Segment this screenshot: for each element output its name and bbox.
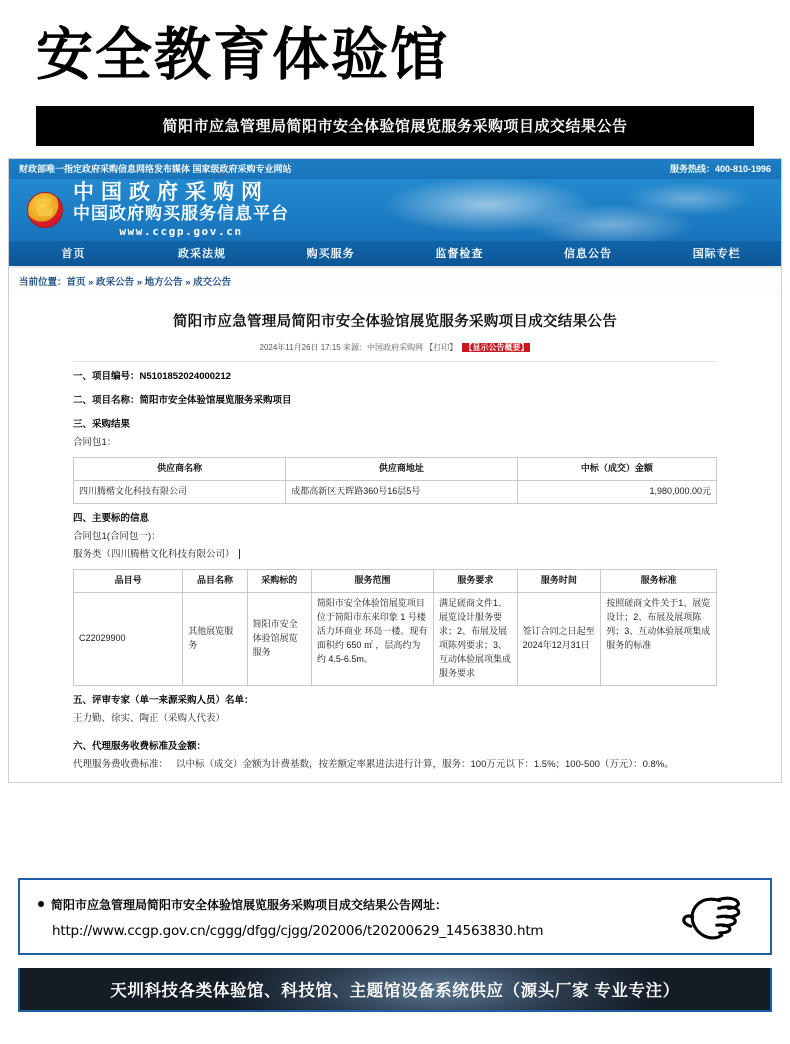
col-service-time: 服务时间: [517, 570, 601, 593]
breadcrumb[interactable]: 当前位置：首页 » 政采公告 » 地方公告 » 成交公告: [9, 268, 781, 294]
url-caption: [38, 896, 752, 913]
nav-item-regulations[interactable]: 政采法规: [178, 248, 226, 261]
topbar-hotline: 服务热线：400-810-1996: [669, 164, 771, 175]
cell-service-standard: 按照磋商文件关于1、展览设计；2、布展及展项陈列；3、互动体验展项集成服务的标准: [601, 592, 717, 685]
agency-fee-row: [73, 756, 717, 774]
article-meta: [27, 342, 763, 353]
section-1-label: 一、项目编号：: [73, 370, 140, 382]
article-date: 2024年11月26日 17:15: [259, 342, 341, 352]
col-service-standard: 服务标准: [601, 570, 717, 593]
hero-section: [0, 0, 790, 146]
nav-item-announcements[interactable]: 信息公告: [564, 248, 613, 261]
contract-package-1: 合同包1：: [73, 436, 117, 448]
table-row: [74, 480, 717, 503]
nav-item-supervision[interactable]: 监督检查: [435, 248, 484, 261]
cell-service-time: 签订合同之日起至2024年12月31日: [517, 592, 601, 685]
site-nav: [9, 241, 781, 268]
nav-item-home[interactable]: 首页: [61, 248, 86, 261]
site-header: [9, 179, 781, 241]
pointing-hand-icon: [680, 888, 742, 946]
table-header-row: [74, 458, 717, 481]
agency-fee-label: 代理服务费收费标准：: [73, 758, 169, 770]
government-site-screenshot: [8, 158, 782, 783]
cell-item-name: 其他展览服务: [183, 592, 247, 685]
cell-service-scope: 简阳市安全体验馆展览项目位于简阳市东来印象 1 号楼活力环商业 环岛一楼。现有面积约 650 ㎡ ，层高约为约 4.5-6.5m。: [311, 592, 433, 685]
text-caret: [239, 549, 240, 559]
col-procurement-target: 采购标的: [247, 570, 311, 593]
cell-award-amount: 1,980,000.00元: [517, 480, 716, 503]
announcement-article: [9, 294, 781, 782]
col-award-amount: 中标（成交）金额: [517, 458, 716, 481]
announcement-url[interactable]: http://www.ccgp.gov.cn/cggg/dfgg/cjgg/202006/t20200629_14563830.htm: [52, 923, 544, 939]
article-title: 简阳市应急管理局简阳市安全体验馆展览服务采购项目成交结果公告: [173, 313, 617, 330]
col-supplier-name: 供应商名称: [74, 458, 286, 481]
company-footer-banner: [18, 968, 772, 1012]
review-experts: 王力勤、徐实、陶正（采购人代表）: [73, 712, 226, 724]
article-body: [27, 368, 763, 774]
table-row: [74, 592, 717, 685]
service-category: [73, 546, 717, 564]
print-link[interactable]: 【打印】: [425, 342, 458, 352]
items-table: [73, 569, 717, 686]
col-item-number: 品目号: [74, 570, 183, 593]
section-1: [73, 368, 717, 386]
brand-line-2: 中国政府购买服务信息平台: [73, 204, 289, 225]
nav-item-purchase-services[interactable]: 购买服务: [306, 248, 355, 261]
agency-fee-value: 以中标（成交）金额为计费基数，按差额定率累进法进行计算，服务：100万元以下：1.5%；100-500（万元）：0.8%。: [176, 758, 674, 770]
cell-item-number: C22029900: [74, 592, 183, 685]
cell-supplier-address: 成都高新区天晖路360号16层5号: [286, 480, 517, 503]
summary-badge[interactable]: 【显示公告概要】: [464, 342, 529, 352]
article-source: 来源：中国政府采购网: [343, 342, 423, 352]
contract-package-1-alt: 合同包1(合同包一)：: [73, 530, 161, 542]
cell-service-requirements: 满足磋商文件1、展览设计服务要求；2、布展及展项陈列要求；3、互动体验展项集成服务要求: [434, 592, 518, 685]
cell-supplier-name: 四川腾楷文化科技有限公司: [74, 480, 286, 503]
col-supplier-address: 供应商地址: [286, 458, 517, 481]
col-service-requirements: 服务要求: [434, 570, 518, 593]
table-header-row: [74, 570, 717, 593]
service-category-text: 服务类（四川腾楷文化科技有限公司）: [73, 549, 235, 560]
topbar-tagline: 财政部唯一指定政府采购信息网络发布媒体 国家级政府采购专业网站: [19, 164, 292, 175]
project-number: N5101852024000212: [139, 370, 231, 382]
section-2-label: 二、项目名称：: [73, 394, 140, 406]
site-brand: [73, 182, 289, 237]
section-2: [73, 392, 717, 410]
footer-banner-text: 天圳科技各类体验馆、科技馆、主题馆设备系统供应（源头厂家 专业专注）: [110, 982, 680, 1000]
brand-website-url: www.ccgp.gov.cn: [119, 225, 243, 239]
section-5-label: 五、评审专家（单一来源采购人员）名单：: [73, 694, 254, 706]
page-title: 安全教育体验馆: [36, 22, 449, 88]
cell-procurement-target: 简阳市安全体验馆展览服务: [247, 592, 311, 685]
supplier-table: [73, 457, 717, 504]
nav-item-international[interactable]: 国际专栏: [692, 248, 741, 261]
brand-line-1: 中国政府采购网: [73, 180, 269, 205]
national-emblem-icon: [27, 192, 63, 228]
url-caption-text: 简阳市应急管理局简阳市安全体验馆展览服务采购项目成交结果公告网址：: [51, 898, 448, 912]
article-divider: [73, 361, 717, 362]
project-name: 简阳市安全体验馆展览服务采购项目: [139, 394, 292, 406]
bullet-icon: [38, 901, 44, 907]
col-service-scope: 服务范围: [311, 570, 433, 593]
section-6-label: 六、代理服务收费标准及金额：: [73, 740, 207, 752]
hero-subtitle-banner: 简阳市应急管理局简阳市安全体验馆展览服务采购项目成交结果公告: [36, 106, 754, 146]
section-3-label: 三、采购结果: [73, 418, 131, 430]
col-item-name: 品目名称: [183, 570, 247, 593]
announcement-url-box: [18, 878, 772, 955]
section-4-label: 四、主要标的信息: [73, 512, 150, 524]
site-topbar: [9, 159, 781, 179]
